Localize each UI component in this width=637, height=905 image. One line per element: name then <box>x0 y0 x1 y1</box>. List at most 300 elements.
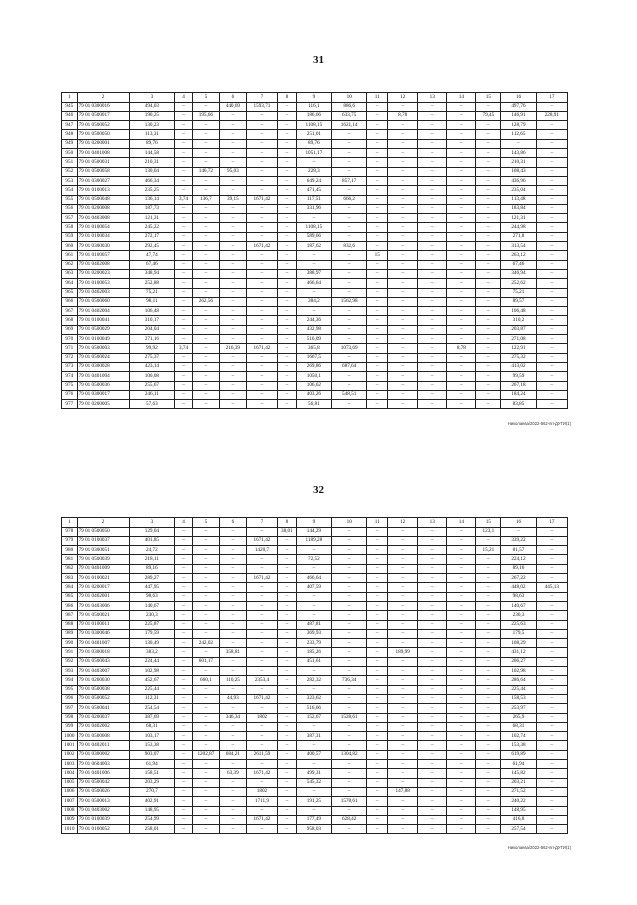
table-cell: – <box>192 344 219 353</box>
table-cell: – <box>332 657 367 666</box>
table-cell: 153,38 <box>129 741 175 750</box>
table-cell: – <box>219 260 246 269</box>
table-cell: – <box>367 223 388 232</box>
table-cell: 144,29 <box>296 527 331 536</box>
table-cell: – <box>447 648 476 657</box>
table-cell: – <box>476 400 501 409</box>
table-cell: 946 <box>62 111 78 120</box>
table-cell: – <box>476 806 501 815</box>
table-cell: – <box>476 583 501 592</box>
table-cell: 954 <box>62 186 78 195</box>
table-cell: – <box>418 139 447 148</box>
table-cell: 179,5 <box>501 629 536 638</box>
column-header: 2 <box>77 93 129 103</box>
table-cell: – <box>219 158 246 167</box>
table-cell: – <box>296 564 331 573</box>
table-cell: – <box>175 269 193 278</box>
table-cell: 146,72 <box>192 167 219 176</box>
table-cell: – <box>367 527 388 536</box>
table-row <box>62 648 568 657</box>
table-cell: 79 01 0300017 <box>77 390 129 399</box>
table-cell: 61,94 <box>129 760 175 769</box>
table-cell: 310,2 <box>501 316 536 325</box>
table-cell: – <box>296 214 331 223</box>
table-cell: – <box>536 732 567 741</box>
table-cell: 628,42 <box>332 815 367 824</box>
table-cell: – <box>476 667 501 676</box>
table-row <box>62 722 568 731</box>
table-cell: 189,99 <box>388 648 418 657</box>
table-cell: – <box>447 279 476 288</box>
column-header: 3 <box>129 93 175 103</box>
table-cell: 1009 <box>62 815 78 824</box>
table-cell: 79 01 0500029 <box>77 325 129 334</box>
table-cell: – <box>388 657 418 666</box>
table-cell: – <box>332 704 367 713</box>
table-cell: – <box>476 741 501 750</box>
table-cell: 245,22 <box>129 223 175 232</box>
table-cell: – <box>246 648 277 657</box>
table-cell: – <box>418 769 447 778</box>
table-cell: – <box>246 335 277 344</box>
table-row <box>62 797 568 806</box>
table-cell: – <box>296 251 331 260</box>
table-cell: – <box>367 372 388 381</box>
table-cell: – <box>219 381 246 390</box>
table-cell: 346,94 <box>501 269 536 278</box>
table-cell: – <box>367 204 388 213</box>
table-cell: – <box>332 260 367 269</box>
table-row <box>62 372 568 381</box>
table-cell: – <box>296 760 331 769</box>
table-cell: 660,1 <box>192 676 219 685</box>
table-cell: – <box>367 546 388 555</box>
table-cell: 998 <box>62 713 78 722</box>
table-cell: 79 01 0401009 <box>77 564 129 573</box>
table-cell: – <box>332 760 367 769</box>
table-cell: 384,2 <box>296 297 331 306</box>
table-cell: – <box>536 353 567 362</box>
table-cell: – <box>476 685 501 694</box>
table-cell: 996 <box>62 694 78 703</box>
table-cell: – <box>175 778 193 787</box>
column-header: 12 <box>388 93 418 103</box>
table-cell: 235,04 <box>501 186 536 195</box>
table-cell: – <box>296 611 331 620</box>
table-cell: – <box>418 269 447 278</box>
table-cell: – <box>367 769 388 778</box>
table-cell: – <box>219 546 246 555</box>
table-cell: 969 <box>62 325 78 334</box>
table-cell: – <box>332 787 367 796</box>
table-cell: 79 01 0500026 <box>77 787 129 796</box>
table-cell: – <box>367 176 388 185</box>
table-cell: – <box>536 307 567 316</box>
table-cell: – <box>476 204 501 213</box>
table-cell: 79 01 0500060 <box>77 297 129 306</box>
table-cell: – <box>175 260 193 269</box>
table-cell: – <box>536 121 567 130</box>
table-cell: – <box>536 102 567 111</box>
table-cell: – <box>192 139 219 148</box>
column-header: 13 <box>418 518 447 528</box>
table-cell: – <box>192 251 219 260</box>
table-cell: – <box>536 325 567 334</box>
table-cell: – <box>388 536 418 545</box>
table-cell: – <box>278 732 297 741</box>
table-cell: 407,59 <box>296 583 331 592</box>
table-cell: 67,46 <box>501 260 536 269</box>
table-cell: – <box>447 335 476 344</box>
table-cell: – <box>476 130 501 139</box>
table-cell: 275,37 <box>129 353 175 362</box>
table-cell: – <box>175 620 193 629</box>
table-cell: 79 01 0300018 <box>77 648 129 657</box>
table-cell: – <box>388 158 418 167</box>
table-cell: – <box>388 149 418 158</box>
table-cell: 121,31 <box>129 214 175 223</box>
table-cell: – <box>476 760 501 769</box>
table-cell: – <box>536 372 567 381</box>
table-cell: 89,16 <box>501 564 536 573</box>
table-cell: – <box>388 574 418 583</box>
table-cell: – <box>332 372 367 381</box>
table-cell: 79 01 0100049 <box>77 335 129 344</box>
table-cell: 545,32 <box>296 778 331 787</box>
column-header: 6 <box>219 93 246 103</box>
table-cell: 79 01 0604003 <box>77 760 129 769</box>
table-cell: 423,14 <box>129 362 175 371</box>
table-cell: 369,93 <box>296 629 331 638</box>
table-cell: 79 01 0403007 <box>77 667 129 676</box>
table-cell: – <box>447 750 476 759</box>
table-cell: – <box>447 611 476 620</box>
table-cell: – <box>447 325 476 334</box>
table-cell: 1528,61 <box>332 713 367 722</box>
table-cell: – <box>447 167 476 176</box>
table-cell: – <box>246 149 277 158</box>
table-cell: – <box>536 195 567 204</box>
table-cell: 358,81 <box>219 648 246 657</box>
column-header: 5 <box>192 93 219 103</box>
table-cell: – <box>175 232 193 241</box>
table-cell: 2353,4 <box>246 676 277 685</box>
table-cell: – <box>192 806 219 815</box>
table-cell: – <box>367 657 388 666</box>
table-cell: 72,52 <box>296 555 331 564</box>
table-cell: – <box>278 620 297 629</box>
table-cell: 148,95 <box>501 806 536 815</box>
table-cell: – <box>246 139 277 148</box>
table-cell: – <box>536 251 567 260</box>
table-cell: – <box>447 639 476 648</box>
table-cell: – <box>447 195 476 204</box>
table-cell: – <box>536 685 567 694</box>
table-cell: 68,31 <box>501 722 536 731</box>
table-cell: – <box>192 787 219 796</box>
table-cell: – <box>388 344 418 353</box>
table-cell: 251,01 <box>296 130 331 139</box>
table-cell: – <box>219 685 246 694</box>
table-cell: – <box>367 825 388 834</box>
table-row <box>62 555 568 564</box>
table-cell: – <box>476 694 501 703</box>
table-row <box>62 564 568 573</box>
column-header: 8 <box>278 518 297 528</box>
table-cell: – <box>219 325 246 334</box>
table-cell: 204,04 <box>129 325 175 334</box>
table-cell: 959 <box>62 232 78 241</box>
table-row <box>62 769 568 778</box>
table-cell: – <box>175 307 193 316</box>
table-cell: – <box>388 102 418 111</box>
table-cell: – <box>388 797 418 806</box>
table-cell: 416,8 <box>501 815 536 824</box>
table-cell: – <box>367 787 388 796</box>
table-cell: – <box>278 787 297 796</box>
table-cell: 963 <box>62 269 78 278</box>
table-cell: – <box>192 536 219 545</box>
table-row <box>62 214 568 223</box>
table-cell: – <box>418 316 447 325</box>
table-cell: – <box>388 362 418 371</box>
table-row <box>62 121 568 130</box>
table-cell: 984 <box>62 583 78 592</box>
table-cell: – <box>536 344 567 353</box>
table-cell: – <box>192 583 219 592</box>
table-cell: – <box>175 158 193 167</box>
table-cell: 255,67 <box>129 381 175 390</box>
column-header: 11 <box>367 93 388 103</box>
table-cell: – <box>278 564 297 573</box>
column-header: 15 <box>476 518 501 528</box>
table-cell: – <box>536 620 567 629</box>
table-cell: – <box>219 527 246 536</box>
table-cell: – <box>536 536 567 545</box>
table-cell: – <box>192 149 219 158</box>
table-cell: – <box>418 400 447 409</box>
table-cell: – <box>367 722 388 731</box>
table-cell: – <box>476 214 501 223</box>
table-cell: 246,11 <box>129 390 175 399</box>
table-cell: – <box>418 629 447 638</box>
table-cell: – <box>175 601 193 610</box>
table-cell: – <box>447 629 476 638</box>
table-cell: – <box>447 722 476 731</box>
table-cell: – <box>536 611 567 620</box>
table-cell: – <box>418 546 447 555</box>
table-cell: – <box>278 629 297 638</box>
table-cell: 985 <box>62 592 78 601</box>
table-cell: 108,29 <box>501 639 536 648</box>
table-cell: – <box>418 760 447 769</box>
table-cell: – <box>175 186 193 195</box>
table-cell: 413,02 <box>501 362 536 371</box>
table-cell: 975 <box>62 381 78 390</box>
table-cell: – <box>219 536 246 545</box>
table-cell: – <box>476 555 501 564</box>
table-cell: – <box>332 722 367 731</box>
table-row <box>62 639 568 648</box>
table-cell: 79 01 0200037 <box>77 713 129 722</box>
table-cell: 400,57 <box>296 750 331 759</box>
table-cell: 108,43 <box>501 167 536 176</box>
table-cell: 24,72 <box>129 546 175 555</box>
table-cell: – <box>447 242 476 251</box>
table-cell: – <box>418 158 447 167</box>
column-header: 13 <box>418 93 447 103</box>
table-cell: – <box>175 704 193 713</box>
table-cell: – <box>278 704 297 713</box>
table-cell: – <box>278 260 297 269</box>
table-cell: 79 01 0100053 <box>77 279 129 288</box>
table-cell: – <box>367 186 388 195</box>
table-cell: – <box>246 825 277 834</box>
table-cell: – <box>246 639 277 648</box>
table-cell: – <box>367 325 388 334</box>
column-header: 8 <box>278 93 297 103</box>
table-cell: – <box>332 269 367 278</box>
table-cell: 225,44 <box>129 685 175 694</box>
table-cell: – <box>175 574 193 583</box>
table-cell: 216,39 <box>219 344 246 353</box>
table-cell: – <box>476 815 501 824</box>
table-cell: – <box>175 316 193 325</box>
table-cell: 79 01 0200001 <box>77 139 129 148</box>
table-cell: – <box>476 353 501 362</box>
table-cell: – <box>219 390 246 399</box>
table-cell: – <box>246 111 277 120</box>
table-cell: – <box>418 583 447 592</box>
table-cell: 432,98 <box>296 325 331 334</box>
table-cell: – <box>332 536 367 545</box>
table-cell: – <box>219 353 246 362</box>
table-cell: – <box>536 797 567 806</box>
table-cell: – <box>476 121 501 130</box>
table-cell: 403,26 <box>296 390 331 399</box>
table-cell: – <box>332 546 367 555</box>
table-cell: 271,16 <box>129 335 175 344</box>
table-cell: – <box>219 176 246 185</box>
table-cell: – <box>418 288 447 297</box>
table-cell: 121,31 <box>501 214 536 223</box>
table-cell: – <box>388 242 418 251</box>
table-cell: 79 01 0300027 <box>77 176 129 185</box>
table-cell: 960 <box>62 242 78 251</box>
table-cell: – <box>175 288 193 297</box>
table-cell: – <box>278 204 297 213</box>
table-cell: – <box>192 732 219 741</box>
table-cell: – <box>536 741 567 750</box>
table-cell: – <box>192 307 219 316</box>
table-cell: – <box>447 825 476 834</box>
table-cell: – <box>278 372 297 381</box>
table-cell: – <box>219 288 246 297</box>
table-cell: 271,08 <box>501 335 536 344</box>
table-cell: – <box>367 149 388 158</box>
table-cell: – <box>192 648 219 657</box>
table-cell: 387,31 <box>296 732 331 741</box>
table-cell: – <box>175 381 193 390</box>
table-cell: – <box>332 685 367 694</box>
table-cell: – <box>332 629 367 638</box>
table-cell: – <box>219 279 246 288</box>
table-cell: – <box>418 527 447 536</box>
table-cell: – <box>418 555 447 564</box>
table-cell: – <box>175 546 193 555</box>
table-cell: – <box>192 400 219 409</box>
table-cell: 235,25 <box>129 186 175 195</box>
table-cell: – <box>278 611 297 620</box>
table-cell: – <box>418 344 447 353</box>
table-cell: – <box>175 102 193 111</box>
table-cell: – <box>219 297 246 306</box>
table-cell: 79 01 0500050 <box>77 527 129 536</box>
data-table <box>61 92 568 409</box>
table-cell: 44,93 <box>219 694 246 703</box>
table-cell: – <box>278 722 297 731</box>
table-cell: – <box>278 546 297 555</box>
table-row <box>62 362 568 371</box>
table-cell: 203,21 <box>501 778 536 787</box>
table-cell: – <box>219 667 246 676</box>
column-header: 17 <box>536 518 567 528</box>
table-cell: 15,21 <box>476 546 501 555</box>
table-cell: – <box>367 381 388 390</box>
table-row <box>62 139 568 148</box>
table-cell: – <box>332 400 367 409</box>
table-cell: – <box>332 741 367 750</box>
table-cell: – <box>246 629 277 638</box>
table-cell: 254,54 <box>129 704 175 713</box>
table-cell: 979 <box>62 536 78 545</box>
table-cell: – <box>219 629 246 638</box>
table-cell: 233,79 <box>296 639 331 648</box>
table-cell: – <box>219 400 246 409</box>
table-cell: – <box>447 158 476 167</box>
table-cell: – <box>447 694 476 703</box>
table-cell: – <box>367 620 388 629</box>
table-cell: 79 01 0401004 <box>77 372 129 381</box>
table-cell: – <box>476 390 501 399</box>
column-header: 11 <box>367 518 388 528</box>
table-cell: – <box>476 769 501 778</box>
table-cell: 79 01 0500052 <box>77 694 129 703</box>
table-cell: – <box>246 204 277 213</box>
table-cell: – <box>278 353 297 362</box>
table-cell: – <box>536 694 567 703</box>
table-cell: 346,34 <box>219 713 246 722</box>
table-cell: – <box>418 657 447 666</box>
table-cell: – <box>388 555 418 564</box>
table-cell: – <box>476 601 501 610</box>
table-cell: – <box>192 204 219 213</box>
table-cell: 67,46 <box>129 260 175 269</box>
table-cell: – <box>447 232 476 241</box>
table-cell: – <box>246 130 277 139</box>
table-cell: – <box>246 620 277 629</box>
table-cell: 286,64 <box>501 676 536 685</box>
table-cell: 978 <box>62 527 78 536</box>
table-cell: – <box>278 667 297 676</box>
table-row <box>62 778 568 787</box>
table-cell: – <box>278 223 297 232</box>
table-cell: 2611,59 <box>246 750 277 759</box>
table-cell: – <box>246 555 277 564</box>
table-cell: 383,2 <box>129 648 175 657</box>
table-cell: 144,58 <box>129 149 175 158</box>
table-cell: – <box>296 667 331 676</box>
